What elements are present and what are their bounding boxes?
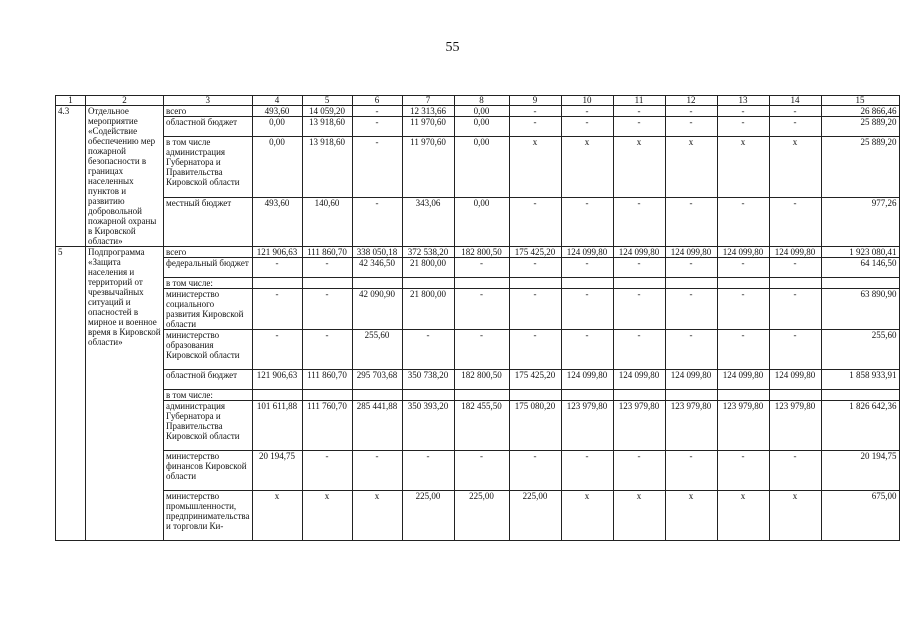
value-cell: 111 860,70 bbox=[302, 247, 352, 258]
value-cell: x bbox=[252, 491, 302, 541]
value-cell bbox=[252, 390, 302, 401]
value-cell: 182 800,50 bbox=[454, 370, 509, 390]
value-cell: 0,00 bbox=[454, 106, 509, 117]
value-cell: 111 760,70 bbox=[302, 401, 352, 451]
header-cell: 10 bbox=[561, 96, 613, 106]
header-cell: 15 bbox=[821, 96, 899, 106]
value-cell: - bbox=[302, 289, 352, 330]
funding-source-cell: местный бюджет bbox=[164, 198, 253, 247]
value-cell: - bbox=[352, 451, 402, 491]
value-cell: - bbox=[717, 117, 769, 137]
value-cell: 182 455,50 bbox=[454, 401, 509, 451]
value-cell: - bbox=[769, 289, 821, 330]
value-cell bbox=[302, 278, 352, 289]
total-cell: 63 890,90 bbox=[821, 289, 899, 330]
value-cell bbox=[302, 390, 352, 401]
value-cell: 255,60 bbox=[352, 330, 402, 370]
funding-source-cell: министерство промышленности, предпринимательства и торговли Ки- bbox=[164, 491, 253, 541]
value-cell: 123 979,80 bbox=[717, 401, 769, 451]
total-cell bbox=[821, 390, 899, 401]
value-cell bbox=[509, 278, 561, 289]
value-cell: x bbox=[613, 137, 665, 198]
value-cell: - bbox=[302, 258, 352, 278]
table-row bbox=[56, 106, 900, 117]
funding-source-cell: министерство социального развития Кировской области bbox=[164, 289, 253, 330]
value-cell: 225,00 bbox=[454, 491, 509, 541]
funding-source-cell: министерство финансов Кировской области bbox=[164, 451, 253, 491]
table-row bbox=[56, 491, 900, 541]
header-row bbox=[56, 96, 900, 106]
funding-source-cell: всего bbox=[164, 106, 253, 117]
value-cell: x bbox=[561, 491, 613, 541]
value-cell: 123 979,80 bbox=[561, 401, 613, 451]
value-cell: - bbox=[665, 289, 717, 330]
section-number-cell: 4.3 bbox=[56, 106, 86, 247]
header-cell: 7 bbox=[402, 96, 454, 106]
value-cell bbox=[665, 390, 717, 401]
value-cell: - bbox=[613, 106, 665, 117]
value-cell: - bbox=[613, 330, 665, 370]
value-cell: - bbox=[509, 117, 561, 137]
value-cell: - bbox=[454, 258, 509, 278]
table-row bbox=[56, 390, 900, 401]
table-row bbox=[56, 258, 900, 278]
value-cell: 11 970,60 bbox=[402, 137, 454, 198]
header-cell: 8 bbox=[454, 96, 509, 106]
total-cell: 1 826 642,36 bbox=[821, 401, 899, 451]
value-cell: 140,60 bbox=[302, 198, 352, 247]
value-cell: 493,60 bbox=[252, 198, 302, 247]
value-cell: - bbox=[613, 258, 665, 278]
total-cell: 25 889,20 bbox=[821, 117, 899, 137]
header-cell: 11 bbox=[613, 96, 665, 106]
value-cell: - bbox=[717, 451, 769, 491]
value-cell: 21 800,00 bbox=[402, 289, 454, 330]
header-cell: 1 bbox=[56, 96, 86, 106]
total-cell: 675,00 bbox=[821, 491, 899, 541]
value-cell: - bbox=[352, 106, 402, 117]
header-cell: 12 bbox=[665, 96, 717, 106]
value-cell: 21 800,00 bbox=[402, 258, 454, 278]
value-cell: - bbox=[252, 258, 302, 278]
value-cell: - bbox=[717, 198, 769, 247]
funding-source-cell: федеральный бюджет bbox=[164, 258, 253, 278]
funding-source-cell: всего bbox=[164, 247, 253, 258]
total-cell: 977,26 bbox=[821, 198, 899, 247]
value-cell: - bbox=[561, 289, 613, 330]
value-cell: x bbox=[717, 137, 769, 198]
value-cell: 343,06 bbox=[402, 198, 454, 247]
table-row bbox=[56, 247, 900, 258]
value-cell: - bbox=[769, 198, 821, 247]
budget-table-container bbox=[55, 95, 900, 541]
value-cell bbox=[509, 390, 561, 401]
budget-table bbox=[55, 95, 900, 541]
value-cell: 175 425,20 bbox=[509, 247, 561, 258]
value-cell bbox=[613, 390, 665, 401]
value-cell: 0,00 bbox=[454, 137, 509, 198]
value-cell: 350 393,20 bbox=[402, 401, 454, 451]
value-cell: - bbox=[509, 451, 561, 491]
value-cell: - bbox=[454, 289, 509, 330]
section-name-cell: Подпрограмма «Защита населения и территорий от чрезвычайных ситуаций и опасностей в мирное и военное время в Кировской области» bbox=[86, 247, 164, 541]
value-cell bbox=[613, 278, 665, 289]
total-cell: 1 858 933,91 bbox=[821, 370, 899, 390]
value-cell: - bbox=[717, 289, 769, 330]
value-cell: 121 906,63 bbox=[252, 370, 302, 390]
header-cell: 13 bbox=[717, 96, 769, 106]
total-cell bbox=[821, 278, 899, 289]
value-cell: - bbox=[352, 137, 402, 198]
value-cell bbox=[717, 390, 769, 401]
value-cell: - bbox=[509, 330, 561, 370]
value-cell: 124 099,80 bbox=[561, 247, 613, 258]
table-row bbox=[56, 198, 900, 247]
value-cell: - bbox=[352, 198, 402, 247]
header-cell: 3 bbox=[164, 96, 253, 106]
value-cell: - bbox=[665, 451, 717, 491]
header-cell: 5 bbox=[302, 96, 352, 106]
table-row bbox=[56, 137, 900, 198]
value-cell: x bbox=[561, 137, 613, 198]
value-cell: 295 703,68 bbox=[352, 370, 402, 390]
table-row bbox=[56, 278, 900, 289]
value-cell: 124 099,80 bbox=[665, 247, 717, 258]
value-cell bbox=[454, 278, 509, 289]
total-cell: 255,60 bbox=[821, 330, 899, 370]
value-cell bbox=[454, 390, 509, 401]
value-cell: 0,00 bbox=[252, 137, 302, 198]
value-cell: - bbox=[717, 258, 769, 278]
value-cell: 0,00 bbox=[454, 117, 509, 137]
value-cell: - bbox=[613, 451, 665, 491]
value-cell: - bbox=[561, 258, 613, 278]
section-name-cell: Отдельное мероприятие «Содействие обеспечению мер пожарной безопасности в границах населенных пунктов и развитию добровольной пожарной охраны в Кировской области» bbox=[86, 106, 164, 247]
funding-source-cell: администрация Губернатора и Правительства Кировской области bbox=[164, 401, 253, 451]
value-cell: - bbox=[561, 117, 613, 137]
value-cell: - bbox=[613, 198, 665, 247]
total-cell: 25 889,20 bbox=[821, 137, 899, 198]
value-cell: 123 979,80 bbox=[613, 401, 665, 451]
value-cell bbox=[769, 278, 821, 289]
value-cell: - bbox=[561, 106, 613, 117]
value-cell: x bbox=[352, 491, 402, 541]
value-cell: - bbox=[769, 330, 821, 370]
header-cell: 6 bbox=[352, 96, 402, 106]
value-cell bbox=[561, 278, 613, 289]
value-cell: - bbox=[509, 198, 561, 247]
value-cell: 14 059,20 bbox=[302, 106, 352, 117]
funding-source-cell: в том числе: bbox=[164, 278, 253, 289]
total-cell: 64 146,50 bbox=[821, 258, 899, 278]
value-cell: 372 538,20 bbox=[402, 247, 454, 258]
funding-source-cell: областной бюджет bbox=[164, 370, 253, 390]
value-cell: 111 860,70 bbox=[302, 370, 352, 390]
value-cell: - bbox=[509, 106, 561, 117]
header-cell: 2 bbox=[86, 96, 164, 106]
value-cell: x bbox=[613, 491, 665, 541]
value-cell bbox=[665, 278, 717, 289]
value-cell: - bbox=[302, 451, 352, 491]
total-cell: 1 923 080,41 bbox=[821, 247, 899, 258]
table-row bbox=[56, 401, 900, 451]
value-cell: - bbox=[402, 330, 454, 370]
value-cell: - bbox=[252, 289, 302, 330]
value-cell: 123 979,80 bbox=[665, 401, 717, 451]
value-cell: - bbox=[665, 117, 717, 137]
value-cell: - bbox=[561, 451, 613, 491]
value-cell bbox=[769, 390, 821, 401]
funding-source-cell: областной бюджет bbox=[164, 117, 253, 137]
value-cell: 182 800,50 bbox=[454, 247, 509, 258]
value-cell: x bbox=[717, 491, 769, 541]
header-cell: 14 bbox=[769, 96, 821, 106]
value-cell: - bbox=[302, 330, 352, 370]
funding-source-cell: в том числе: bbox=[164, 390, 253, 401]
value-cell: - bbox=[717, 106, 769, 117]
value-cell: 124 099,80 bbox=[613, 247, 665, 258]
value-cell: 42 346,50 bbox=[352, 258, 402, 278]
value-cell: 124 099,80 bbox=[769, 247, 821, 258]
value-cell: 124 099,80 bbox=[561, 370, 613, 390]
value-cell: 11 970,60 bbox=[402, 117, 454, 137]
value-cell: x bbox=[769, 491, 821, 541]
table-row bbox=[56, 117, 900, 137]
value-cell: 175 080,20 bbox=[509, 401, 561, 451]
value-cell bbox=[561, 390, 613, 401]
value-cell bbox=[352, 390, 402, 401]
value-cell: - bbox=[665, 106, 717, 117]
value-cell: - bbox=[454, 451, 509, 491]
value-cell bbox=[352, 278, 402, 289]
value-cell: 13 918,60 bbox=[302, 117, 352, 137]
value-cell: - bbox=[402, 451, 454, 491]
value-cell: x bbox=[509, 137, 561, 198]
value-cell: - bbox=[665, 330, 717, 370]
value-cell: 124 099,80 bbox=[665, 370, 717, 390]
funding-source-cell: министерство образования Кировской области bbox=[164, 330, 253, 370]
value-cell: 20 194,75 bbox=[252, 451, 302, 491]
funding-source-cell: в том числе администрация Губернатора и Правительства Кировской области bbox=[164, 137, 253, 198]
value-cell: - bbox=[509, 289, 561, 330]
value-cell: x bbox=[665, 491, 717, 541]
section-number-cell: 5 bbox=[56, 247, 86, 541]
value-cell: 101 611,88 bbox=[252, 401, 302, 451]
value-cell: - bbox=[352, 117, 402, 137]
table-row bbox=[56, 289, 900, 330]
value-cell: 0,00 bbox=[252, 117, 302, 137]
value-cell: 338 050,18 bbox=[352, 247, 402, 258]
value-cell: 175 425,20 bbox=[509, 370, 561, 390]
value-cell bbox=[402, 278, 454, 289]
value-cell: - bbox=[561, 330, 613, 370]
value-cell bbox=[402, 390, 454, 401]
value-cell: 493,60 bbox=[252, 106, 302, 117]
value-cell: 285 441,88 bbox=[352, 401, 402, 451]
value-cell: - bbox=[454, 330, 509, 370]
value-cell: - bbox=[665, 198, 717, 247]
total-cell: 26 866,46 bbox=[821, 106, 899, 117]
header-cell: 4 bbox=[252, 96, 302, 106]
value-cell: - bbox=[613, 117, 665, 137]
header-cell: 9 bbox=[509, 96, 561, 106]
value-cell: 225,00 bbox=[509, 491, 561, 541]
value-cell: x bbox=[302, 491, 352, 541]
total-cell: 20 194,75 bbox=[821, 451, 899, 491]
table-row bbox=[56, 370, 900, 390]
page-number: 55 bbox=[445, 40, 460, 55]
value-cell: 124 099,80 bbox=[717, 370, 769, 390]
value-cell bbox=[717, 278, 769, 289]
value-cell: 0,00 bbox=[454, 198, 509, 247]
value-cell: - bbox=[252, 330, 302, 370]
value-cell: 42 090,90 bbox=[352, 289, 402, 330]
value-cell: 121 906,63 bbox=[252, 247, 302, 258]
value-cell: - bbox=[769, 258, 821, 278]
value-cell: 123 979,80 bbox=[769, 401, 821, 451]
value-cell: 124 099,80 bbox=[613, 370, 665, 390]
value-cell: 225,00 bbox=[402, 491, 454, 541]
value-cell: - bbox=[769, 451, 821, 491]
value-cell: - bbox=[769, 117, 821, 137]
value-cell bbox=[252, 278, 302, 289]
value-cell: x bbox=[769, 137, 821, 198]
value-cell: - bbox=[769, 106, 821, 117]
value-cell: - bbox=[561, 198, 613, 247]
value-cell: 350 738,20 bbox=[402, 370, 454, 390]
value-cell: - bbox=[613, 289, 665, 330]
value-cell: 13 918,60 bbox=[302, 137, 352, 198]
value-cell: 124 099,80 bbox=[769, 370, 821, 390]
table-row bbox=[56, 451, 900, 491]
value-cell: 124 099,80 bbox=[717, 247, 769, 258]
value-cell: - bbox=[717, 330, 769, 370]
value-cell: - bbox=[665, 258, 717, 278]
value-cell: x bbox=[665, 137, 717, 198]
value-cell: - bbox=[509, 258, 561, 278]
value-cell: 12 313,66 bbox=[402, 106, 454, 117]
table-row bbox=[56, 330, 900, 370]
